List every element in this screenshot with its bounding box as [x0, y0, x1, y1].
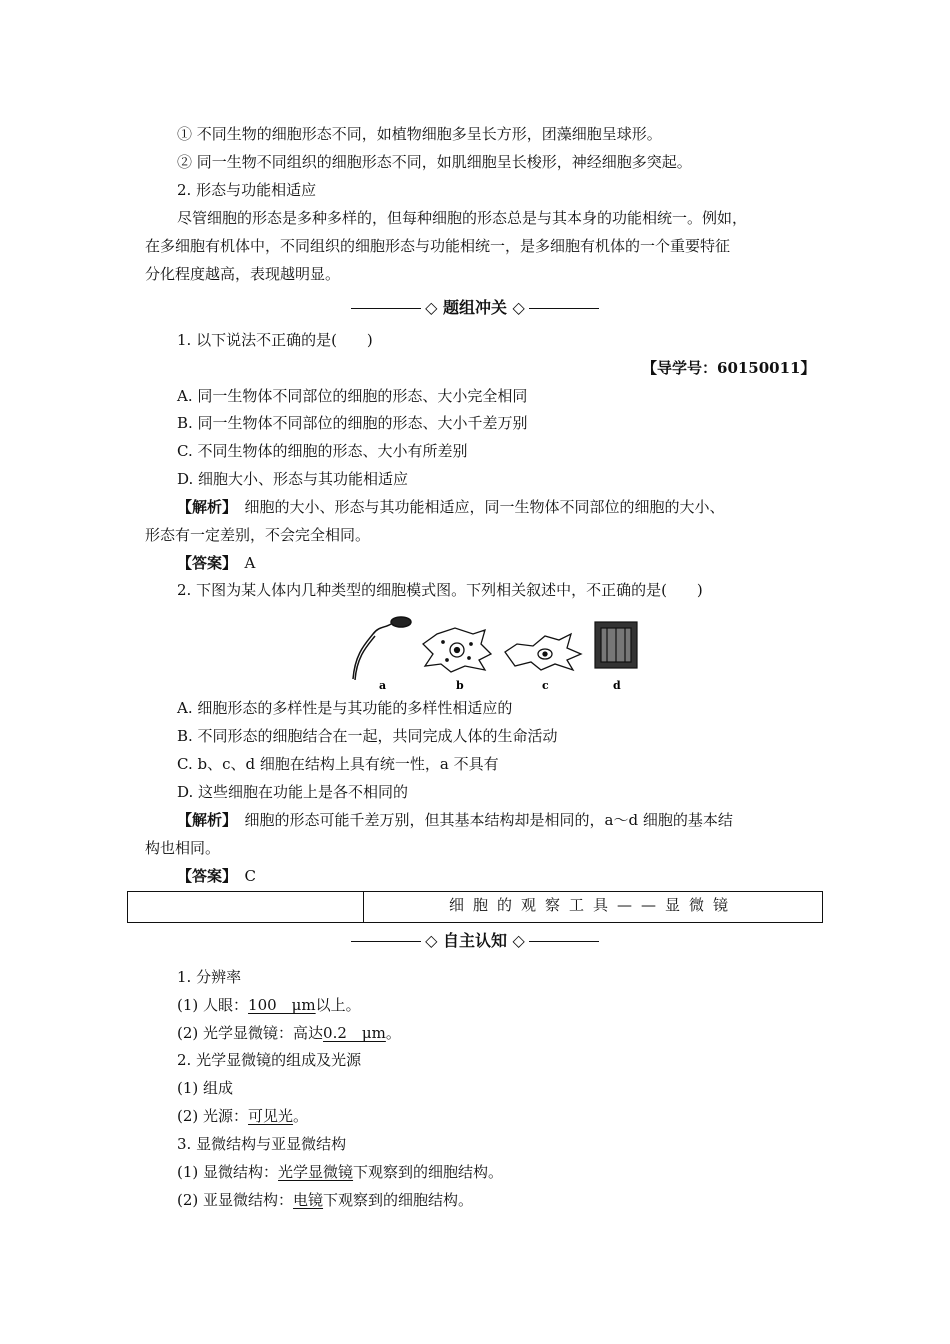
list-item: (1) 显微结构：光学显微镜下观察到的细胞结构。: [177, 1163, 504, 1181]
fill-blank-answer: 0.2 μm: [323, 1024, 386, 1042]
section-heading: 2. 光学显微镜的组成及光源: [177, 1051, 362, 1069]
list-item: (1) 人眼：100 μm以上。: [177, 996, 361, 1014]
list-item: (2) 亚显微结构：电镜下观察到的细胞结构。: [177, 1191, 474, 1209]
list-item: (2) 光学显微镜：高达0.2 μm。: [177, 1024, 401, 1042]
fill-blank-answer: 可见光: [248, 1107, 294, 1125]
fibroblast-cell-drawing: [505, 634, 581, 670]
table-cell-empty: [128, 892, 364, 922]
option-d: D. 细胞大小、形态与其功能相适应: [177, 470, 409, 488]
nerve-cell-drawing: [423, 628, 491, 672]
table-title: 细胞的观察工具——显微镜: [448, 896, 737, 914]
list-item: (2) 光源：可见光。: [177, 1107, 309, 1125]
analysis-label: 【解析】: [177, 811, 230, 829]
analysis: 【解析】 细胞的形态可能千差万别，但其基本结构却是相同的，a～d 细胞的基本结: [177, 811, 733, 829]
figure-label-a: a: [379, 679, 387, 692]
paragraph-line: 分化程度越高，表现越明显。: [145, 265, 341, 283]
figure-label-d: d: [613, 679, 621, 692]
list-item: (1) 组成: [177, 1079, 234, 1097]
analysis-line: 形态有一定差别，不会完全相同。: [145, 526, 371, 544]
option-c: C. 不同生物体的细胞的形态、大小有所差别: [177, 442, 468, 460]
fill-blank-answer: 100 μm: [248, 996, 316, 1014]
section-heading: 2. 形态与功能相适应: [177, 181, 317, 199]
list-item: ① 不同生物的细胞形态不同，如植物细胞多呈长方形，团藻细胞呈球形。: [177, 125, 662, 143]
analysis-line: 构也相同。: [145, 839, 221, 857]
figure-label-c: c: [542, 679, 549, 692]
fill-blank-answer: 光学显微镜: [278, 1163, 354, 1181]
option-c: C. b、c、d 细胞在结构上具有统一性，a 不具有: [177, 755, 499, 773]
answer: 【答案】 C: [177, 867, 256, 885]
answer-label: 【答案】: [177, 867, 230, 885]
section-divider: ◇ 自主认知 ◇: [0, 931, 950, 951]
analysis: 【解析】 细胞的大小、形态与其功能相适应，同一生物体不同部位的细胞的大小、: [177, 498, 725, 516]
option-b: B. 同一生物体不同部位的细胞的形态、大小千差万别: [177, 414, 528, 432]
section-divider: ◇ 题组冲关 ◇: [0, 298, 950, 318]
option-a: A. 细胞形态的多样性是与其功能的多样性相适应的: [177, 699, 513, 717]
sperm-cell-drawing: [353, 617, 411, 680]
section-heading: 3. 显微结构与亚显微结构: [177, 1135, 347, 1153]
list-item: ② 同一生物不同组织的细胞形态不同，如肌细胞呈长梭形，神经细胞多突起。: [177, 153, 692, 171]
figure-label-b: b: [456, 679, 464, 692]
option-d: D. 这些细胞在功能上是各不相同的: [177, 783, 409, 801]
paragraph-line: 在多细胞有机体中，不同组织的细胞形态与功能相统一，是多细胞有机体的一个重要特征: [145, 237, 731, 255]
cell-diagram-figure: [345, 614, 645, 694]
option-b: B. 不同形态的细胞结合在一起，共同完成人体的生命活动: [177, 727, 558, 745]
paragraph-line: 尽管细胞的形态是多种多样的，但每种细胞的形态总是与其本身的功能相统一。例如，: [177, 209, 748, 227]
question-stem: 2. 下图为某人体内几种类型的细胞模式图。下列相关叙述中，不正确的是( ): [177, 581, 703, 599]
section-heading: 1. 分辨率: [177, 968, 242, 986]
question-stem: 1. 以下说法不正确的是( ): [177, 331, 373, 349]
section-title-table: [127, 891, 823, 923]
reference-number: 【导学号：60150011】: [642, 359, 816, 377]
answer: 【答案】 A: [177, 554, 256, 572]
option-a: A. 同一生物体不同部位的细胞的形态、大小完全相同: [177, 387, 528, 405]
answer-label: 【答案】: [177, 554, 230, 572]
analysis-label: 【解析】: [177, 498, 230, 516]
fill-blank-answer: 电镜: [293, 1191, 324, 1209]
muscle-cell-drawing: [595, 622, 637, 668]
